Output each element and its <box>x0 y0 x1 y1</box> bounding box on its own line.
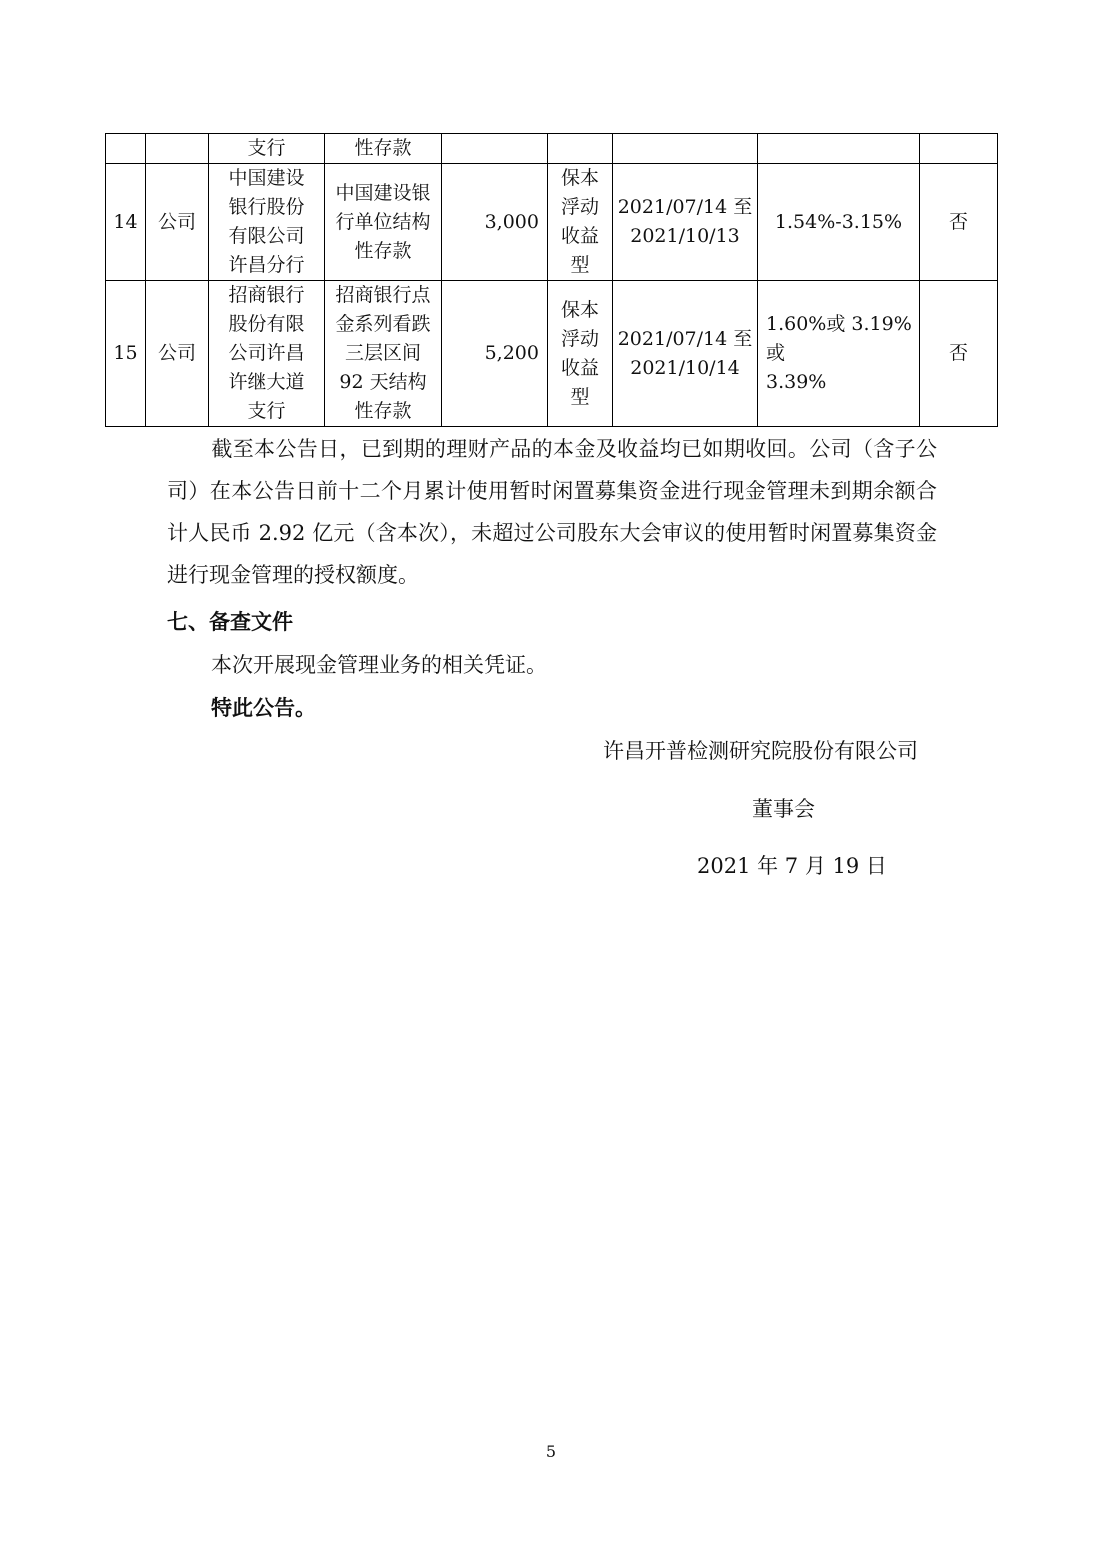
rate-cell: 1.60%或 3.19%或 3.39% <box>758 281 920 427</box>
reference-documents-text: 本次开展现金管理业务的相关凭证。 <box>211 653 547 677</box>
rate-cell <box>758 134 920 164</box>
product-cell: 性存款 <box>325 134 442 164</box>
period-cell <box>613 134 758 164</box>
table-row <box>106 134 998 164</box>
section-heading: 七、备查文件 <box>167 610 293 634</box>
product-cell: 招商银行点 金系列看跌 三层区间 92 天结构 性存款 <box>325 281 442 427</box>
period-cell: 2021/07/14 至 2021/10/14 <box>613 281 758 427</box>
signature-board: 董事会 <box>752 797 815 821</box>
period-cell: 2021/07/14 至 2021/10/13 <box>613 164 758 281</box>
signature-company: 许昌开普检测研究院股份有限公司 <box>603 739 918 763</box>
bank-cell: 中国建设 银行股份 有限公司 许昌分行 <box>209 164 325 281</box>
amount-cell <box>442 134 548 164</box>
product-cell: 中国建设银 行单位结构 性存款 <box>325 164 442 281</box>
row-number-cell: 14 <box>106 164 146 281</box>
party-cell: 公司 <box>146 164 209 281</box>
row-number-cell <box>106 134 146 164</box>
page-number: 5 <box>545 1442 557 1461</box>
amount-cell: 3,000 <box>442 164 548 281</box>
related-party-cell: 否 <box>920 281 998 427</box>
summary-paragraph-text: 截至本公告日，已到期的理财产品的本金及收益均已如期收回。公司（含子公司）在本公告日前十二个月累计使用暂时闲置募集资金进行现金管理未到期余额合计人民币 2.92 亿元（含本次），未超过公司股东大会审议的使用暂时闲置募集资金进行现金管理的授权额度。 <box>167 437 937 587</box>
table-row <box>106 281 998 427</box>
bank-cell: 支行 <box>209 134 325 164</box>
amount-cell: 5,200 <box>442 281 548 427</box>
product-type-cell <box>548 134 613 164</box>
party-cell: 公司 <box>146 281 209 427</box>
rate-cell: 1.54%-3.15% <box>758 164 920 281</box>
product-type-cell: 保本 浮动 收益 型 <box>548 164 613 281</box>
bank-cell: 招商银行 股份有限 公司许昌 许继大道 支行 <box>209 281 325 427</box>
product-type-cell: 保本 浮动 收益 型 <box>548 281 613 427</box>
related-party-cell <box>920 134 998 164</box>
signature-date: 2021 年 7 月 19 日 <box>697 854 887 878</box>
summary-paragraph <box>167 428 937 596</box>
table-body <box>106 134 998 427</box>
related-party-cell: 否 <box>920 164 998 281</box>
closing-statement: 特此公告。 <box>211 696 316 720</box>
row-number-cell: 15 <box>106 281 146 427</box>
table-row <box>106 164 998 281</box>
party-cell <box>146 134 209 164</box>
financial-products-table <box>105 133 998 427</box>
